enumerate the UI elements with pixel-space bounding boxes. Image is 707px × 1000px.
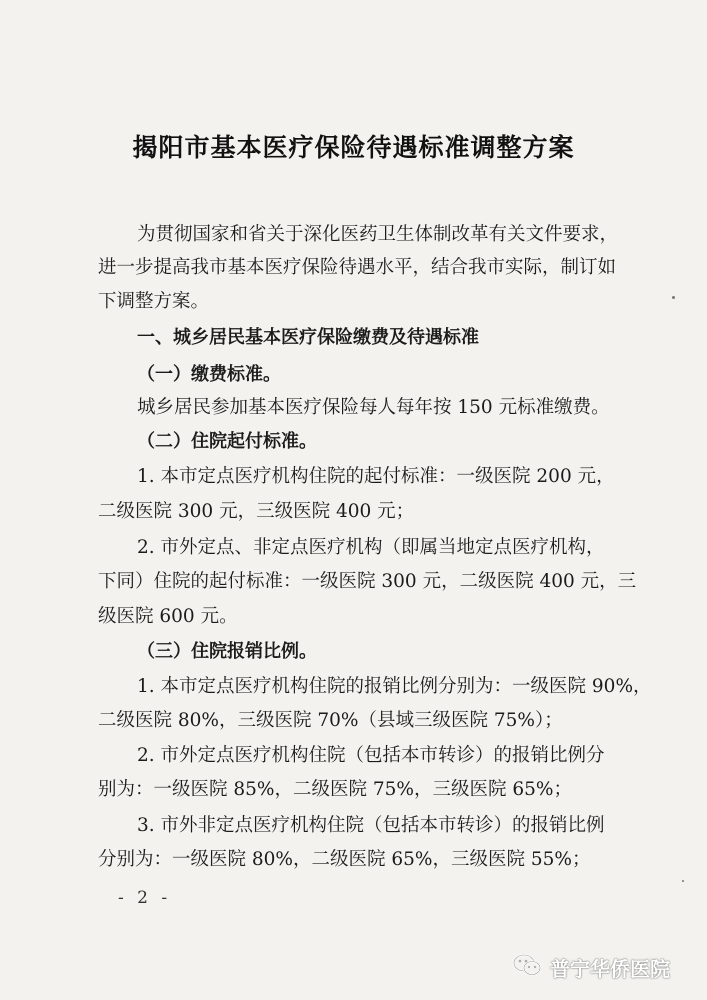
subsection-heading: （三）住院报销比例。 <box>137 641 317 662</box>
paragraph-line: 1. 本市定点医疗机构住院的起付标准：一级医院 200 元， <box>137 466 615 487</box>
scan-speck <box>672 296 675 299</box>
paragraph-line: 下调整方案。 <box>98 291 210 312</box>
watermark <box>512 950 702 984</box>
subsection-heading: （一）缴费标准。 <box>137 364 281 385</box>
paragraph-line: 进一步提高我市基本医疗保险待遇水平，结合我市实际，制订如 <box>98 257 617 278</box>
paragraph-line: 3. 市外非定点医疗机构住院（包括本市转诊）的报销比例 <box>137 815 605 836</box>
paragraph-line: 别为：一级医院 85%，二级医院 75%，三级医院 65%； <box>98 779 573 800</box>
subsection-heading: （二）住院起付标准。 <box>137 431 317 452</box>
section-heading: 一、城乡居民基本医疗保险缴费及待遇标准 <box>137 327 479 348</box>
paragraph-line: 分别为：一级医院 80%，二级医院 65%，三级医院 55%； <box>98 849 591 870</box>
paragraph-line: 2. 市外定点、非定点医疗机构（即属当地定点医疗机构， <box>137 537 605 558</box>
paragraph-line: 二级医院 80%，三级医院 70%（县域三级医院 75%）； <box>98 710 563 731</box>
paragraph-line: 为贯彻国家和省关于深化医药卫生体制改革有关文件要求， <box>137 224 619 245</box>
paragraph-line: 2. 市外定点医疗机构住院（包括本市转诊）的报销比例分 <box>137 745 605 766</box>
scan-speck <box>682 880 684 882</box>
paragraph-line: 级医院 600 元。 <box>98 606 238 627</box>
paragraph-line: 1. 本市定点医疗机构住院的报销比例分别为：一级医院 90%， <box>137 676 652 697</box>
paragraph-line: 二级医院 300 元，三级医院 400 元； <box>98 501 415 522</box>
wechat-icon <box>512 952 542 982</box>
watermark-text: 普宁华侨医院 <box>550 956 670 981</box>
page-number: - 2 - <box>118 888 172 908</box>
document-title: 揭阳市基本医疗保险待遇标准调整方案 <box>132 133 575 162</box>
paragraph-line: 下同）住院的起付标准：一级医院 300 元，二级医院 400 元，三 <box>98 571 637 592</box>
paragraph-line: 城乡居民参加基本医疗保险每人每年按 150 元标准缴费。 <box>137 397 610 418</box>
